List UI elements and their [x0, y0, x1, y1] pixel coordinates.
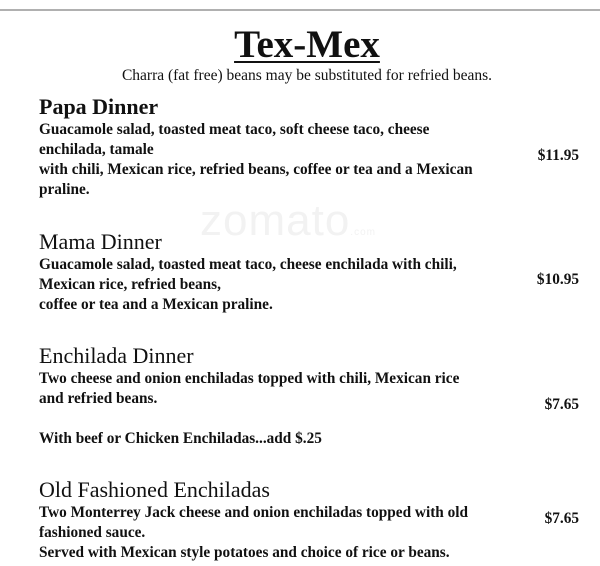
menu-item-old-fashioned-enchiladas — [39, 477, 579, 563]
description-line: Guacamole salad, toasted meat taco, soft cheese taco, cheese — [39, 121, 430, 138]
description-line: Two cheese and onion enchiladas topped with chili, Mexican rice — [39, 370, 460, 387]
watermark-suffix: .com — [350, 227, 376, 238]
description-line: Two Monterrey Jack cheese and onion enchiladas topped with old — [39, 504, 469, 521]
item-description — [39, 120, 514, 200]
top-divider — [0, 9, 600, 11]
item-description — [39, 503, 514, 563]
description-line: Served with Mexican style potatoes and choice of rice or beans. — [39, 544, 450, 561]
description-line: Guacamole salad, toasted meat taco, cheese enchilada with chili, — [39, 256, 457, 273]
item-description — [39, 369, 514, 449]
item-name: Enchilada Dinner — [39, 343, 194, 368]
description-line: Mexican rice, refried beans, — [39, 276, 221, 293]
description-line: and refried beans. — [39, 390, 158, 407]
item-price: $7.65 — [544, 510, 579, 527]
menu-item-enchilada-dinner — [39, 343, 579, 449]
watermark-text: zomato — [200, 196, 351, 245]
item-description — [39, 255, 514, 315]
menu-item-mama-dinner — [39, 229, 579, 315]
menu-item-papa-dinner — [39, 94, 579, 200]
item-name: Papa Dinner — [39, 94, 159, 119]
description-line: enchilada, tamale — [39, 141, 154, 158]
description-line: fashioned sauce. — [39, 524, 146, 541]
item-addon-note: With beef or Chicken Enchiladas...add $.25 — [39, 430, 322, 447]
item-price: $10.95 — [536, 271, 579, 288]
menu-subtitle-note: Charra (fat free) beans may be substituted for refried beans. — [121, 67, 493, 84]
item-price: $11.95 — [537, 147, 579, 164]
description-line: coffee or tea and a Mexican praline. — [39, 296, 273, 313]
item-name: Mama Dinner — [39, 229, 162, 254]
description-line: with chili, Mexican rice, refried beans, coffee or tea and a Mexican — [39, 161, 473, 178]
description-line: praline. — [39, 181, 90, 198]
menu-section-title: Tex-Mex — [234, 23, 380, 66]
item-name: Old Fashioned Enchiladas — [39, 477, 270, 502]
item-price: $7.65 — [544, 396, 579, 413]
